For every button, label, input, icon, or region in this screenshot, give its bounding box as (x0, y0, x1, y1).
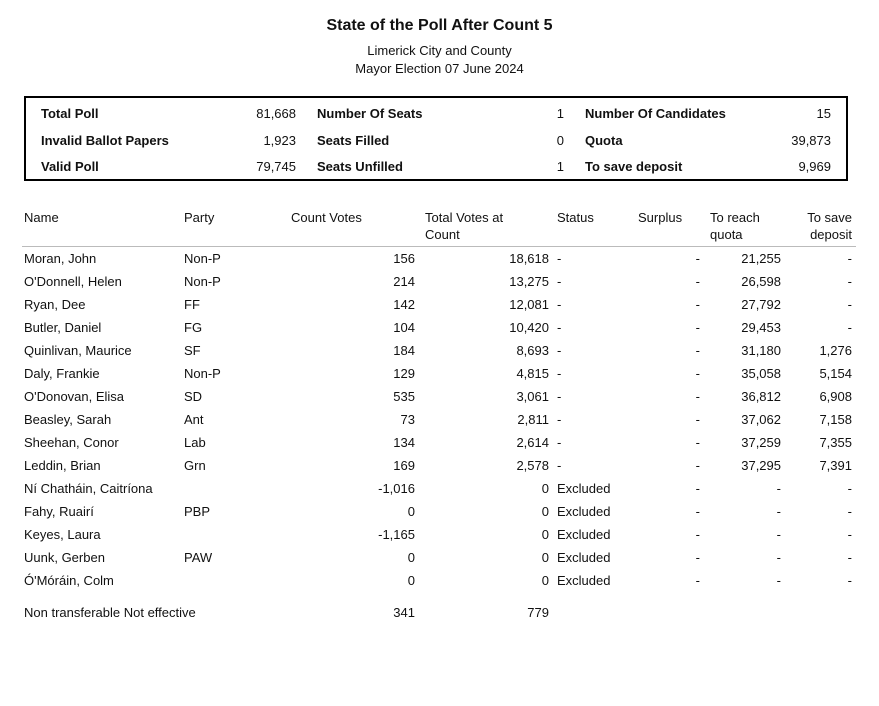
save-deposit-value: 9,969 (798, 159, 831, 174)
total-votes: 13,275 (509, 274, 549, 289)
to-reach-quota: 37,259 (741, 435, 781, 450)
candidate-name: Keyes, Laura (24, 527, 101, 542)
candidate-party: SF (184, 343, 201, 358)
count-votes: 134 (393, 435, 415, 450)
header-name: Name (24, 210, 59, 225)
to-reach-quota: 29,453 (741, 320, 781, 335)
status: Excluded (557, 527, 611, 542)
valid-poll-value: 79,745 (256, 159, 296, 174)
count-votes: 0 (407, 573, 415, 588)
table-row (0, 342, 879, 365)
total-votes: 3,061 (516, 389, 549, 404)
candidate-name: O'Donovan, Elisa (24, 389, 125, 404)
candidate-name: Sheehan, Conor (24, 435, 119, 450)
election-subtitle: Mayor Election 07 June 2024 (355, 61, 524, 76)
table-row (0, 480, 879, 503)
candidate-name: Beasley, Sarah (24, 412, 112, 427)
number-of-seats-value: 1 (556, 106, 564, 121)
to-reach-quota: - (776, 550, 781, 565)
candidate-name: Daly, Frankie (24, 366, 100, 381)
to-reach-quota: 31,180 (741, 343, 781, 358)
total-votes: 2,614 (516, 435, 549, 450)
surplus: - (695, 320, 700, 335)
total-votes: 0 (541, 550, 549, 565)
to-save-deposit: 7,355 (819, 435, 852, 450)
status: - (557, 251, 562, 266)
seats-filled-value: 0 (556, 133, 564, 148)
candidate-party: FF (184, 297, 200, 312)
to-save-deposit: - (847, 504, 852, 519)
save-deposit-label: To save deposit (585, 159, 683, 174)
candidate-rows (0, 250, 879, 595)
non-transferable-count: 341 (393, 605, 415, 620)
table-row (0, 526, 879, 549)
status: Excluded (557, 504, 611, 519)
header-save-deposit-line1: To save (807, 210, 852, 225)
header-status: Status (557, 210, 594, 225)
to-reach-quota: - (776, 527, 781, 542)
total-votes: 4,815 (516, 366, 549, 381)
surplus: - (695, 389, 700, 404)
count-votes: 169 (393, 458, 415, 473)
table-row (0, 572, 879, 595)
count-votes: 214 (393, 274, 415, 289)
header-save-deposit-line2: deposit (810, 227, 852, 242)
quota-value: 39,873 (791, 133, 831, 148)
table-row (0, 434, 879, 457)
to-reach-quota: - (776, 573, 781, 588)
count-votes: 0 (407, 550, 415, 565)
to-save-deposit: - (847, 550, 852, 565)
count-votes: 142 (393, 297, 415, 312)
table-header (0, 209, 879, 245)
total-votes: 8,693 (516, 343, 549, 358)
summary-row-2 (26, 133, 846, 151)
surplus: - (695, 481, 700, 496)
candidate-party: Lab (184, 435, 206, 450)
surplus: - (695, 274, 700, 289)
total-votes: 0 (541, 504, 549, 519)
summary-row-3 (26, 159, 846, 177)
candidate-name: Ó'Móráin, Colm (24, 573, 114, 588)
status: - (557, 458, 562, 473)
table-row (0, 457, 879, 480)
total-votes: 0 (541, 573, 549, 588)
table-row (0, 549, 879, 572)
status: - (557, 366, 562, 381)
status: - (557, 412, 562, 427)
quota-label: Quota (585, 133, 623, 148)
candidate-name: Leddin, Brian (24, 458, 101, 473)
header-total-votes (425, 209, 503, 243)
header-count-votes: Count Votes (291, 210, 362, 225)
summary-row-1 (26, 106, 846, 124)
number-of-seats-label: Number Of Seats (317, 106, 423, 121)
surplus: - (695, 573, 700, 588)
to-reach-quota: 37,062 (741, 412, 781, 427)
candidate-party: PAW (184, 550, 213, 565)
non-transferable-total: 779 (527, 605, 549, 620)
total-votes: 2,811 (517, 412, 549, 427)
total-votes: 2,578 (516, 458, 549, 473)
status: - (557, 343, 562, 358)
candidate-name: Quinlivan, Maurice (24, 343, 132, 358)
seats-filled-label: Seats Filled (317, 133, 390, 148)
status: - (557, 274, 562, 289)
candidate-party: SD (184, 389, 203, 404)
candidate-name: Ryan, Dee (24, 297, 86, 312)
count-votes: 129 (393, 366, 415, 381)
invalid-ballot-value: 1,923 (263, 133, 296, 148)
surplus: - (695, 343, 700, 358)
to-reach-quota: - (776, 481, 781, 496)
status: Excluded (557, 481, 611, 496)
to-save-deposit: - (847, 573, 852, 588)
total-votes: 0 (541, 527, 549, 542)
to-save-deposit: - (847, 274, 852, 289)
status: - (557, 320, 562, 335)
surplus: - (695, 297, 700, 312)
candidate-name: Uunk, Gerben (24, 550, 105, 565)
to-reach-quota: 21,255 (741, 251, 781, 266)
non-transferable-label: Non transferable Not effective (24, 605, 196, 620)
count-votes: 0 (407, 504, 415, 519)
to-save-deposit: - (847, 527, 852, 542)
surplus: - (695, 527, 700, 542)
header-party: Party (184, 210, 215, 225)
header-surplus: Surplus (638, 210, 683, 225)
surplus: - (695, 435, 700, 450)
status: - (557, 435, 562, 450)
status: - (557, 389, 562, 404)
count-votes: 73 (400, 412, 415, 427)
to-save-deposit: 1,276 (819, 343, 852, 358)
candidate-name: O'Donnell, Helen (24, 274, 122, 289)
to-reach-quota: 26,598 (741, 274, 781, 289)
table-row (0, 388, 879, 411)
count-votes: -1,165 (378, 527, 415, 542)
header-save-deposit (807, 209, 852, 243)
candidate-party: Ant (184, 412, 204, 427)
to-reach-quota: - (776, 504, 781, 519)
non-transferable-row (0, 604, 879, 622)
candidate-name: Fahy, Ruairí (24, 504, 94, 519)
to-reach-quota: 37,295 (741, 458, 781, 473)
candidate-name: Moran, John (24, 251, 97, 266)
header-total-votes-line2: Count (425, 227, 460, 242)
to-reach-quota: 35,058 (741, 366, 781, 381)
surplus: - (695, 412, 700, 427)
candidate-party: Non-P (184, 366, 221, 381)
table-row (0, 319, 879, 342)
to-reach-quota: 36,812 (741, 389, 781, 404)
candidate-party: Non-P (184, 251, 221, 266)
surplus: - (695, 504, 700, 519)
total-poll-value: 81,668 (256, 106, 296, 121)
count-votes: 184 (393, 343, 415, 358)
candidate-name: Butler, Daniel (24, 320, 102, 335)
table-row (0, 296, 879, 319)
constituency-subtitle: Limerick City and County (367, 43, 512, 58)
to-save-deposit: 5,154 (819, 366, 852, 381)
surplus: - (695, 366, 700, 381)
count-votes: 156 (393, 251, 415, 266)
to-save-deposit: - (847, 481, 852, 496)
seats-unfilled-label: Seats Unfilled (317, 159, 403, 174)
header-total-votes-line1: Total Votes at (425, 210, 504, 225)
total-votes: 0 (541, 481, 549, 496)
total-votes: 12,081 (509, 297, 549, 312)
candidate-party: FG (184, 320, 203, 335)
table-row (0, 273, 879, 296)
table-row (0, 411, 879, 434)
header-reach-quota-line2: quota (710, 227, 743, 242)
table-row (0, 503, 879, 526)
table-row (0, 365, 879, 388)
surplus: - (695, 550, 700, 565)
count-votes: 104 (393, 320, 415, 335)
table-row (0, 250, 879, 273)
invalid-ballot-label: Invalid Ballot Papers (41, 133, 169, 148)
candidate-party: Grn (184, 458, 206, 473)
candidate-name: Ní Chatháin, Caitríona (24, 481, 153, 496)
page-title: State of the Poll After Count 5 (326, 17, 553, 34)
total-poll-label: Total Poll (41, 106, 99, 121)
header-divider (22, 246, 856, 247)
total-votes: 10,420 (509, 320, 549, 335)
status: - (557, 297, 562, 312)
to-reach-quota: 27,792 (741, 297, 781, 312)
total-votes: 18,618 (509, 251, 549, 266)
number-of-candidates-value: 15 (816, 106, 831, 121)
to-save-deposit: 6,908 (819, 389, 852, 404)
to-save-deposit: 7,158 (819, 412, 852, 427)
status: Excluded (557, 550, 611, 565)
number-of-candidates-label: Number Of Candidates (585, 106, 726, 121)
candidate-party: PBP (184, 504, 211, 519)
count-votes: -1,016 (378, 481, 415, 496)
header-reach-quota (710, 209, 760, 243)
summary-box (24, 96, 848, 181)
seats-unfilled-value: 1 (556, 159, 564, 174)
count-votes: 535 (393, 389, 415, 404)
candidate-party: Non-P (184, 274, 221, 289)
to-save-deposit: 7,391 (819, 458, 852, 473)
status: Excluded (557, 573, 611, 588)
to-save-deposit: - (847, 251, 852, 266)
to-save-deposit: - (847, 320, 852, 335)
to-save-deposit: - (847, 297, 852, 312)
header-reach-quota-line1: To reach (710, 210, 760, 225)
surplus: - (695, 251, 700, 266)
valid-poll-label: Valid Poll (41, 159, 99, 174)
surplus: - (695, 458, 700, 473)
